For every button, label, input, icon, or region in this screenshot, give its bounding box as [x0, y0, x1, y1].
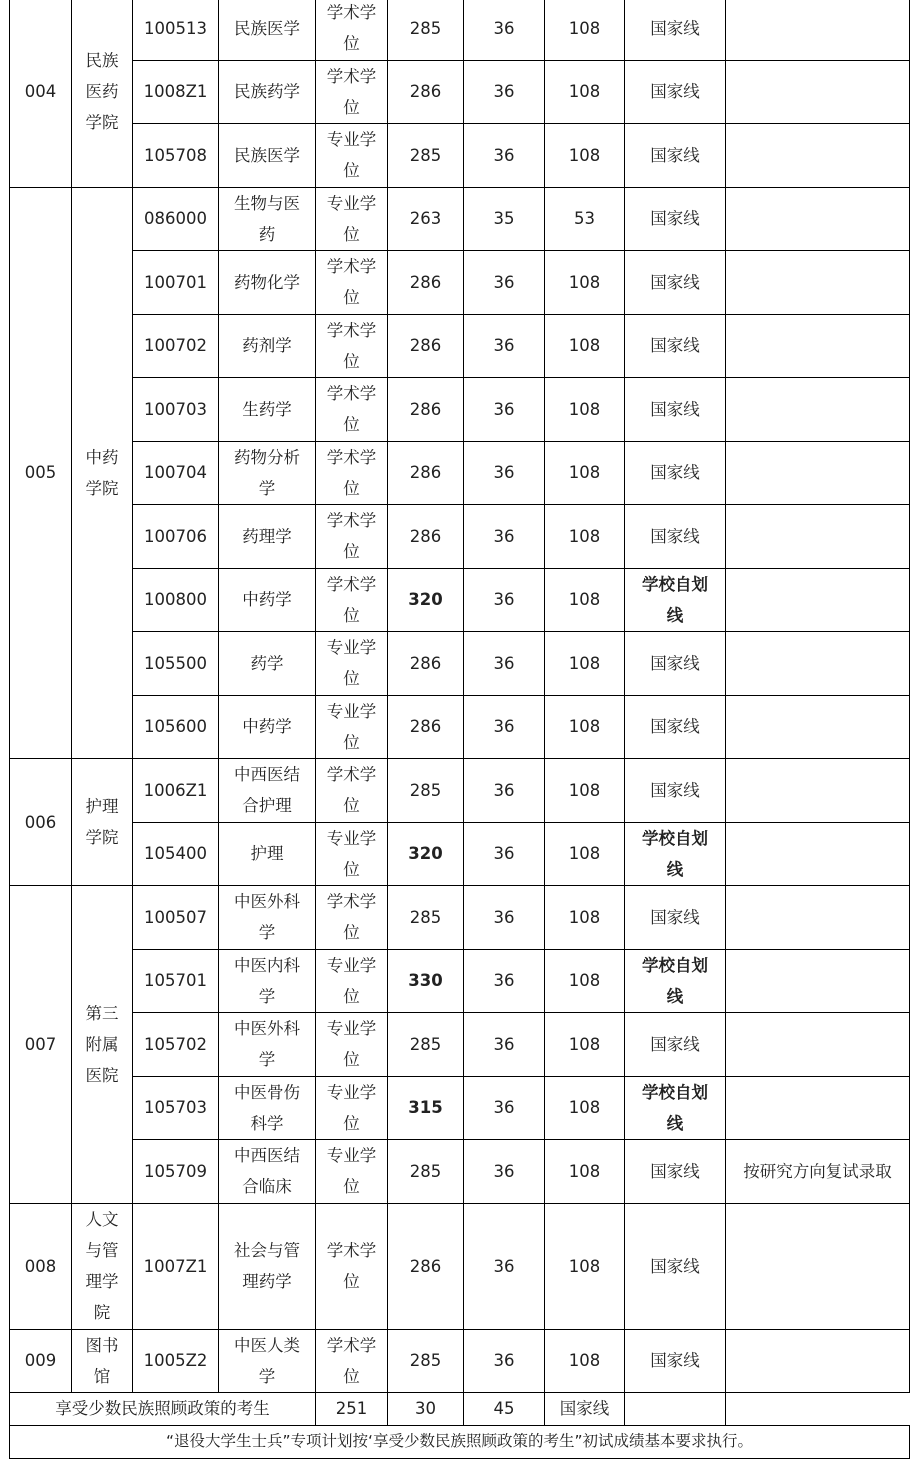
- score-line-type: 国家线: [625, 0, 726, 60]
- major-code: 100513: [133, 0, 219, 60]
- degree-type: 学术学位: [316, 441, 388, 505]
- college-name: 人文与管理学院: [72, 1203, 133, 1329]
- remark: [726, 568, 910, 632]
- major-code: 105400: [133, 822, 219, 886]
- single-score-a: 36: [464, 695, 545, 759]
- single-score-a: 36: [464, 886, 545, 950]
- single-score-b: 108: [545, 695, 625, 759]
- major-code: 105500: [133, 632, 219, 696]
- minority-total-score: 251: [316, 1392, 388, 1425]
- single-score-a: 36: [464, 632, 545, 696]
- degree-type: 学术学位: [316, 886, 388, 950]
- single-score-b: 108: [545, 1329, 625, 1392]
- table-row: [10, 822, 910, 886]
- single-score-b: 108: [545, 314, 625, 378]
- table-row: [10, 1329, 910, 1392]
- remark: [726, 1329, 910, 1392]
- score-line-type: 国家线: [625, 441, 726, 505]
- single-score-b: 108: [545, 60, 625, 124]
- total-score: 285: [388, 759, 464, 823]
- total-score: 286: [388, 1203, 464, 1329]
- major-name: 民族药学: [219, 60, 316, 124]
- single-score-b: 108: [545, 1140, 625, 1204]
- footnote: “退役大学生士兵”专项计划按‘享受少数民族照顾政策的考生”初试成绩基本要求执行。: [10, 1425, 910, 1458]
- degree-type: 学术学位: [316, 1203, 388, 1329]
- total-score: 285: [388, 1329, 464, 1392]
- single-score-b: 108: [545, 505, 625, 569]
- major-name: 社会与管理药学: [219, 1203, 316, 1329]
- score-line-type: 学校自划线: [625, 822, 726, 886]
- score-line-type: 国家线: [625, 251, 726, 315]
- single-score-a: 36: [464, 441, 545, 505]
- total-score: 286: [388, 632, 464, 696]
- total-score: 286: [388, 441, 464, 505]
- degree-type: 学术学位: [316, 505, 388, 569]
- single-score-b: 108: [545, 949, 625, 1013]
- score-line-type: 国家线: [625, 1329, 726, 1392]
- minority-row: [10, 1392, 910, 1425]
- score-line-type: 国家线: [625, 1013, 726, 1077]
- single-score-a: 36: [464, 1203, 545, 1329]
- single-score-a: 35: [464, 187, 545, 251]
- total-score: 330: [388, 949, 464, 1013]
- remark: [726, 759, 910, 823]
- remark: [726, 124, 910, 188]
- total-score: 285: [388, 1013, 464, 1077]
- major-code: 105702: [133, 1013, 219, 1077]
- major-name: 中西医结合护理: [219, 759, 316, 823]
- single-score-b: 108: [545, 1076, 625, 1140]
- total-score: 285: [388, 886, 464, 950]
- single-score-b: 108: [545, 759, 625, 823]
- table-row: [10, 505, 910, 569]
- single-score-b: 108: [545, 251, 625, 315]
- major-code: 100800: [133, 568, 219, 632]
- total-score: 320: [388, 822, 464, 886]
- degree-type: 专业学位: [316, 1140, 388, 1204]
- college-code: 009: [10, 1329, 72, 1392]
- degree-type: 专业学位: [316, 124, 388, 188]
- score-line-type: 国家线: [625, 1203, 726, 1329]
- single-score-b: 108: [545, 1203, 625, 1329]
- total-score: 286: [388, 695, 464, 759]
- single-score-a: 36: [464, 505, 545, 569]
- major-name: 药物分析学: [219, 441, 316, 505]
- major-name: 药剂学: [219, 314, 316, 378]
- remark: [726, 441, 910, 505]
- college-name: 第三附属医院: [72, 886, 133, 1204]
- table-row: [10, 124, 910, 188]
- table-row: [10, 314, 910, 378]
- major-name: 生药学: [219, 378, 316, 442]
- single-score-a: 36: [464, 1140, 545, 1204]
- single-score-b: 108: [545, 632, 625, 696]
- remark: [726, 1203, 910, 1329]
- degree-type: 学术学位: [316, 568, 388, 632]
- table-row: [10, 1076, 910, 1140]
- major-code: 1006Z1: [133, 759, 219, 823]
- table-row: [10, 1203, 910, 1329]
- total-score: 285: [388, 1140, 464, 1204]
- remark: 按研究方向复试录取: [726, 1140, 910, 1204]
- total-score: 286: [388, 60, 464, 124]
- total-score: 286: [388, 378, 464, 442]
- total-score: 263: [388, 187, 464, 251]
- table-row: [10, 60, 910, 124]
- total-score: 285: [388, 124, 464, 188]
- degree-type: 学术学位: [316, 314, 388, 378]
- college-name: 图书馆: [72, 1329, 133, 1392]
- single-score-a: 36: [464, 124, 545, 188]
- degree-type: 学术学位: [316, 759, 388, 823]
- major-code: 100507: [133, 886, 219, 950]
- single-score-b: 53: [545, 187, 625, 251]
- college-code: 005: [10, 187, 72, 759]
- score-line-type: 国家线: [625, 1140, 726, 1204]
- minority-single-score-b: 45: [464, 1392, 545, 1425]
- score-line-type: 国家线: [625, 695, 726, 759]
- score-line-type: 国家线: [625, 378, 726, 442]
- single-score-b: 108: [545, 1013, 625, 1077]
- major-code: 1007Z1: [133, 1203, 219, 1329]
- single-score-b: 108: [545, 378, 625, 442]
- total-score: 285: [388, 0, 464, 60]
- major-code: 100703: [133, 378, 219, 442]
- remark: [726, 378, 910, 442]
- major-name: 生物与医药: [219, 187, 316, 251]
- single-score-a: 36: [464, 60, 545, 124]
- major-name: 中医人类学: [219, 1329, 316, 1392]
- degree-type: 学术学位: [316, 251, 388, 315]
- total-score: 320: [388, 568, 464, 632]
- major-code: 105708: [133, 124, 219, 188]
- major-name: 药学: [219, 632, 316, 696]
- table-row: [10, 632, 910, 696]
- single-score-a: 36: [464, 314, 545, 378]
- single-score-a: 36: [464, 949, 545, 1013]
- degree-type: 专业学位: [316, 695, 388, 759]
- single-score-b: 108: [545, 886, 625, 950]
- table-row: [10, 759, 910, 823]
- table-row: [10, 886, 910, 950]
- degree-type: 专业学位: [316, 822, 388, 886]
- major-name: 中西医结合临床: [219, 1140, 316, 1204]
- minority-label: 享受少数民族照顾政策的考生: [10, 1392, 316, 1425]
- major-code: 086000: [133, 187, 219, 251]
- score-line-type: 国家线: [625, 314, 726, 378]
- single-score-b: 108: [545, 0, 625, 60]
- major-code: 105703: [133, 1076, 219, 1140]
- remark: [726, 60, 910, 124]
- remark: [726, 1076, 910, 1140]
- score-line-type: 学校自划线: [625, 1076, 726, 1140]
- table-row: [10, 0, 910, 60]
- major-code: 100702: [133, 314, 219, 378]
- degree-type: 学术学位: [316, 0, 388, 60]
- college-name: 中药学院: [72, 187, 133, 759]
- minority-remark: [625, 1392, 726, 1425]
- major-name: 药理学: [219, 505, 316, 569]
- major-code: 105600: [133, 695, 219, 759]
- score-line-type: 学校自划线: [625, 568, 726, 632]
- major-code: 105709: [133, 1140, 219, 1204]
- score-line-type: 国家线: [625, 124, 726, 188]
- table-row: [10, 695, 910, 759]
- remark: [726, 314, 910, 378]
- major-code: 1005Z2: [133, 1329, 219, 1392]
- major-code: 1008Z1: [133, 60, 219, 124]
- remark: [726, 695, 910, 759]
- degree-type: 学术学位: [316, 60, 388, 124]
- single-score-a: 36: [464, 1329, 545, 1392]
- total-score: 315: [388, 1076, 464, 1140]
- table-row: [10, 949, 910, 1013]
- total-score: 286: [388, 505, 464, 569]
- remark: [726, 505, 910, 569]
- table-row: [10, 1013, 910, 1077]
- single-score-b: 108: [545, 124, 625, 188]
- major-code: 105701: [133, 949, 219, 1013]
- major-name: 药物化学: [219, 251, 316, 315]
- table-row: [10, 251, 910, 315]
- remark: [726, 187, 910, 251]
- college-code: 004: [10, 0, 72, 187]
- table-row: [10, 1140, 910, 1204]
- single-score-a: 36: [464, 759, 545, 823]
- major-name: 中医骨伤科学: [219, 1076, 316, 1140]
- table-body: [10, 0, 910, 1458]
- table-row: [10, 441, 910, 505]
- remark: [726, 822, 910, 886]
- degree-type: 专业学位: [316, 187, 388, 251]
- remark: [726, 1013, 910, 1077]
- degree-type: 学术学位: [316, 378, 388, 442]
- table-row: [10, 187, 910, 251]
- major-name: 中医外科学: [219, 886, 316, 950]
- score-line-type: 国家线: [625, 60, 726, 124]
- major-name: 中医内科学: [219, 949, 316, 1013]
- major-code: 100701: [133, 251, 219, 315]
- major-code: 100706: [133, 505, 219, 569]
- admission-score-table: [9, 0, 910, 1459]
- college-code: 007: [10, 886, 72, 1204]
- minority-line-type: 国家线: [545, 1392, 625, 1425]
- degree-type: 专业学位: [316, 1013, 388, 1077]
- major-name: 中药学: [219, 695, 316, 759]
- remark: [726, 0, 910, 60]
- single-score-a: 36: [464, 1076, 545, 1140]
- college-code: 008: [10, 1203, 72, 1329]
- single-score-a: 36: [464, 822, 545, 886]
- single-score-a: 36: [464, 0, 545, 60]
- footnote-row: [10, 1425, 910, 1458]
- major-code: 100704: [133, 441, 219, 505]
- total-score: 286: [388, 314, 464, 378]
- score-line-type: 国家线: [625, 632, 726, 696]
- major-name: 中药学: [219, 568, 316, 632]
- total-score: 286: [388, 251, 464, 315]
- degree-type: 专业学位: [316, 1076, 388, 1140]
- major-name: 民族医学: [219, 0, 316, 60]
- remark: [726, 886, 910, 950]
- minority-single-score-a: 30: [388, 1392, 464, 1425]
- single-score-a: 36: [464, 568, 545, 632]
- degree-type: 学术学位: [316, 1329, 388, 1392]
- degree-type: 专业学位: [316, 949, 388, 1013]
- degree-type: 专业学位: [316, 632, 388, 696]
- score-line-type: 国家线: [625, 505, 726, 569]
- major-name: 中医外科学: [219, 1013, 316, 1077]
- score-line-type: 国家线: [625, 886, 726, 950]
- major-name: 民族医学: [219, 124, 316, 188]
- single-score-a: 36: [464, 251, 545, 315]
- score-line-type: 国家线: [625, 187, 726, 251]
- single-score-a: 36: [464, 378, 545, 442]
- remark: [726, 251, 910, 315]
- college-name: 民族医药学院: [72, 0, 133, 187]
- table-row: [10, 378, 910, 442]
- remark: [726, 632, 910, 696]
- remark: [726, 949, 910, 1013]
- score-line-type: 学校自划线: [625, 949, 726, 1013]
- single-score-a: 36: [464, 1013, 545, 1077]
- single-score-b: 108: [545, 568, 625, 632]
- single-score-b: 108: [545, 822, 625, 886]
- major-name: 护理: [219, 822, 316, 886]
- college-name: 护理学院: [72, 759, 133, 886]
- score-line-type: 国家线: [625, 759, 726, 823]
- table-row: [10, 568, 910, 632]
- college-code: 006: [10, 759, 72, 886]
- single-score-b: 108: [545, 441, 625, 505]
